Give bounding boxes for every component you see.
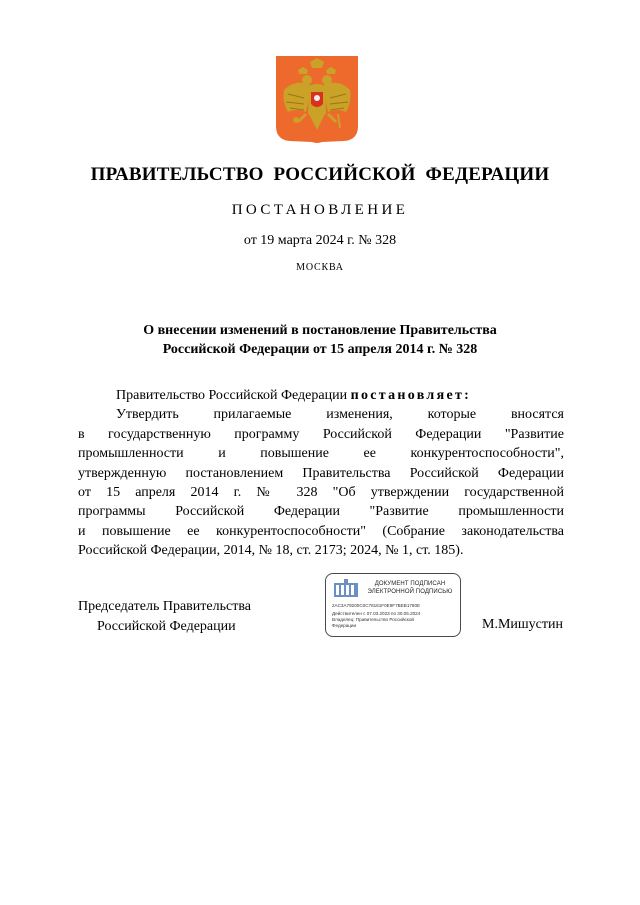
- city-name: МОСКВА: [296, 262, 344, 273]
- paragraph-line: Утвердить прилагаемые изменения, которые вносятся: [116, 407, 564, 423]
- government-building-icon: [332, 579, 360, 599]
- document-body: [78, 386, 564, 561]
- stamp-validity: Действителен с 07.03.2023 по 30.05.2024: [332, 611, 421, 616]
- signer-position: [78, 597, 251, 636]
- stamp-certificate: 2AC3A79200C0C78181F0E9F7BEB1780E: [332, 603, 421, 608]
- heading-line: О внесении изменений в постановление Правительства: [143, 323, 497, 338]
- signer-position-line: Председатель Правительства: [78, 599, 251, 614]
- stamp-owner: Федерации: [332, 623, 357, 628]
- document-heading: [0, 321, 640, 359]
- intro-text: Правительство Российской Федерации: [116, 388, 351, 403]
- signer-position-line: Российской Федерации: [97, 618, 236, 634]
- resolves-keyword: постановляет:: [350, 388, 472, 403]
- stamp-title-line: ДОКУМЕНТ ПОДПИСАН: [374, 581, 446, 587]
- coat-of-arms-emblem: [276, 56, 358, 144]
- paragraph-line: Российской Федерации, 2014, № 18, ст. 2173; 2024, № 1, ст. 185).: [78, 543, 464, 559]
- intro-line: [78, 386, 564, 405]
- stamp-owner: Владелец: Правительство Российской: [332, 617, 414, 622]
- paragraph-line: и повышение ее конкурентоспособности" (Собрание законодательства: [78, 523, 564, 539]
- signer-name: М.Мишустин: [482, 617, 563, 632]
- paragraph-line: утвержденную постановлением Правительства Российской Федерации: [78, 465, 564, 481]
- stamp-title: [364, 580, 456, 596]
- paragraph-line: в государственную программу Российской Федерации "Развитие: [78, 426, 564, 442]
- heading-line: Российской Федерации от 15 апреля 2014 г. № 328: [162, 342, 478, 357]
- government-title: ПРАВИТЕЛЬСТВО РОССИЙСКОЙ ФЕДЕРАЦИИ: [90, 164, 550, 185]
- document-date: от 19 марта 2024 г. № 328: [243, 233, 397, 248]
- document-type: ПОСТАНОВЛЕНИЕ: [231, 202, 409, 218]
- paragraph-line: программы Российской Федерации "Развитие промышленности: [78, 504, 564, 520]
- stamp-title-line: ЭЛЕКТРОННОЙ ПОДПИСЬЮ: [367, 589, 453, 595]
- paragraph-line: промышленности и повышение ее конкурентоспособности",: [78, 446, 564, 462]
- paragraph-line: от 15 апреля 2014 г. № 328 "Об утверждении государственной: [78, 485, 564, 501]
- electronic-signature-stamp: [325, 573, 461, 637]
